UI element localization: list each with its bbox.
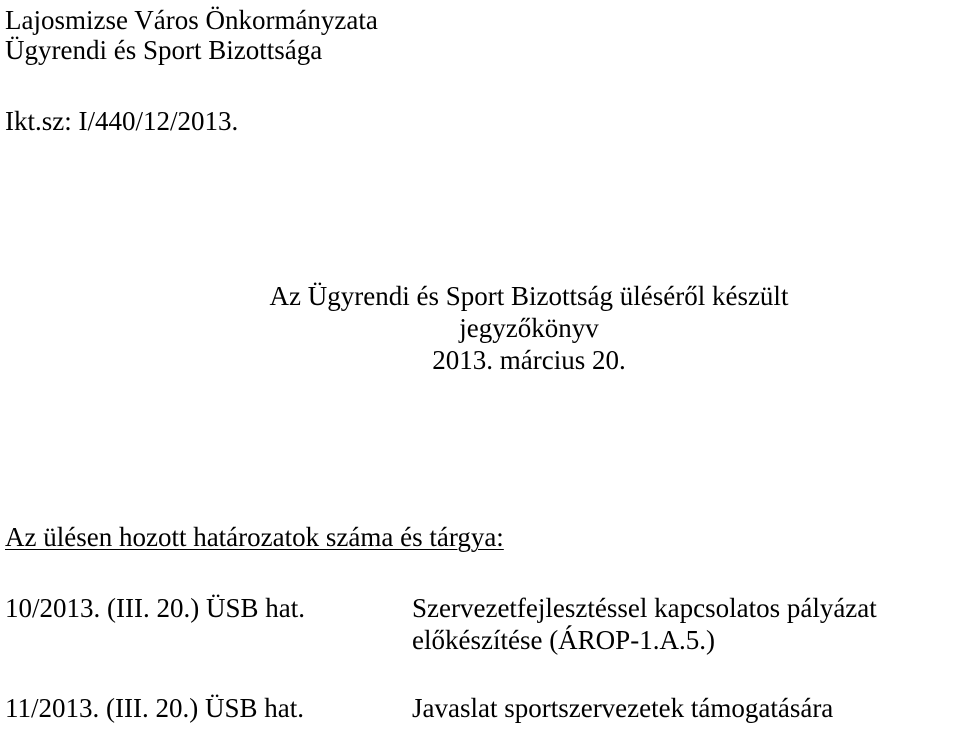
resolutions-list (5, 592, 960, 724)
title-line-2: jegyzőkönyv (459, 313, 599, 343)
document-header (5, 5, 378, 65)
resolutions-heading: Az ülésen hozott határozatok száma és tárgya: (5, 522, 504, 552)
resolution-item (5, 592, 960, 656)
resolution-subject-line: Javaslat sportszervezetek támogatására (412, 693, 834, 723)
municipality-name: Lajosmizse Város Önkormányzata (5, 5, 378, 35)
committee-name: Ügyrendi és Sport Bizottsága (5, 35, 323, 65)
resolution-subject (412, 592, 960, 656)
minutes-title (0, 280, 960, 376)
resolution-subject-line: Szervezetfejlesztéssel kapcsolatos pályázat (412, 593, 877, 623)
resolution-number: 11/2013. (III. 20.) ÜSB hat. (5, 693, 304, 723)
title-line-1: Az Ügyrendi és Sport Bizottság üléséről készült (269, 281, 789, 311)
resolution-subject (412, 692, 960, 724)
reference-number: Ikt.sz: I/440/12/2013. (5, 106, 239, 136)
meeting-date: 2013. március 20. (432, 345, 626, 375)
resolution-item (5, 692, 960, 724)
resolution-subject-line: előkészítése (ÁROP-1.A.5.) (412, 625, 715, 655)
resolution-number: 10/2013. (III. 20.) ÜSB hat. (5, 593, 305, 623)
